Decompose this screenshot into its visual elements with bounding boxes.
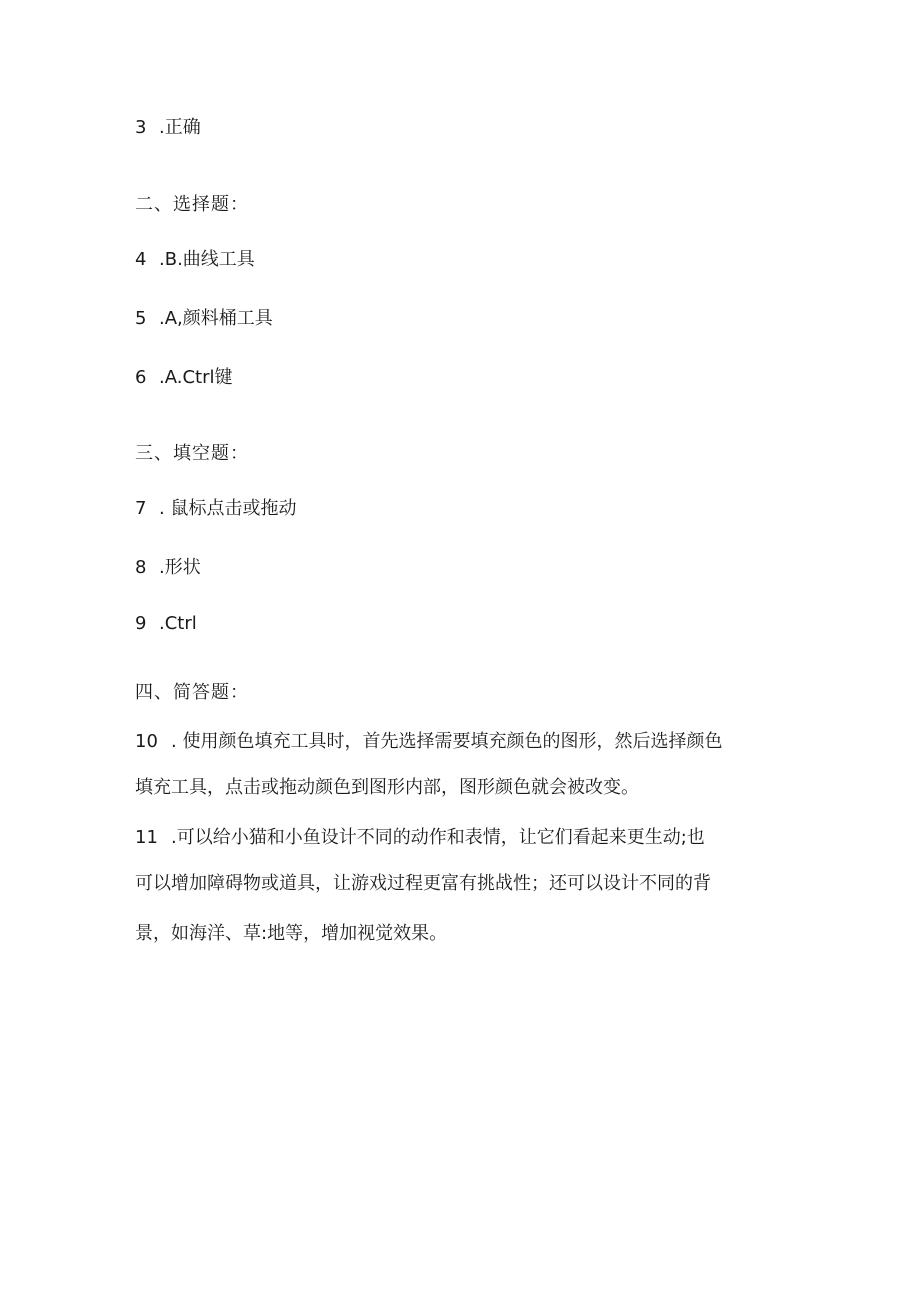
answer-11-line-3: 景，如海洋、草:地等，增加视觉效果。 [135,923,448,944]
answer-text: .正确 [159,117,201,138]
answer-number: 11 [135,827,158,848]
section-heading-short-answer: 四、简答题： [135,682,249,703]
answer-number: 5 [135,308,147,329]
answer-4 [135,248,255,272]
answer-10-line-2: 填充工具，点击或拖动颜色到图形内部，图形颜色就会被改变。 [135,777,639,798]
answer-8 [135,556,201,580]
answer-text: .可以给小猫和小鱼设计不同的动作和表情，让它们看起来更生动;也 [171,827,705,848]
answer-7 [135,497,296,521]
answer-6 [135,366,232,390]
answer-number: 9 [135,613,147,634]
answer-number: 6 [135,367,147,388]
answer-3 [135,116,201,140]
answer-11-line-2: 可以增加障碍物或道具，让游戏过程更富有挑战性；还可以设计不同的背 [135,873,711,894]
answer-number: 10 [135,731,158,752]
answer-text: . 鼠标点击或拖动 [159,498,297,519]
answer-11-line-1 [135,826,705,850]
answer-text: . 使用颜色填充工具时，首先选择需要填充颜色的图形，然后选择颜色 [171,731,723,752]
section-heading-fill-blank: 三、填空题： [135,443,249,464]
answer-9 [135,612,197,636]
answer-text: .形状 [159,557,201,578]
answer-text: .A.Ctrl键 [159,367,233,388]
answer-5 [135,307,273,331]
answer-text: .B.曲线工具 [159,249,255,270]
answer-10-line-1 [135,730,722,754]
answer-number: 8 [135,557,147,578]
section-heading-choice: 二、选择题： [135,194,249,215]
answer-number: 7 [135,498,147,519]
answer-text: .Ctrl [159,613,197,634]
answer-text: .A,颜料桶工具 [159,308,273,329]
answer-number: 4 [135,249,147,270]
answer-number: 3 [135,117,147,138]
